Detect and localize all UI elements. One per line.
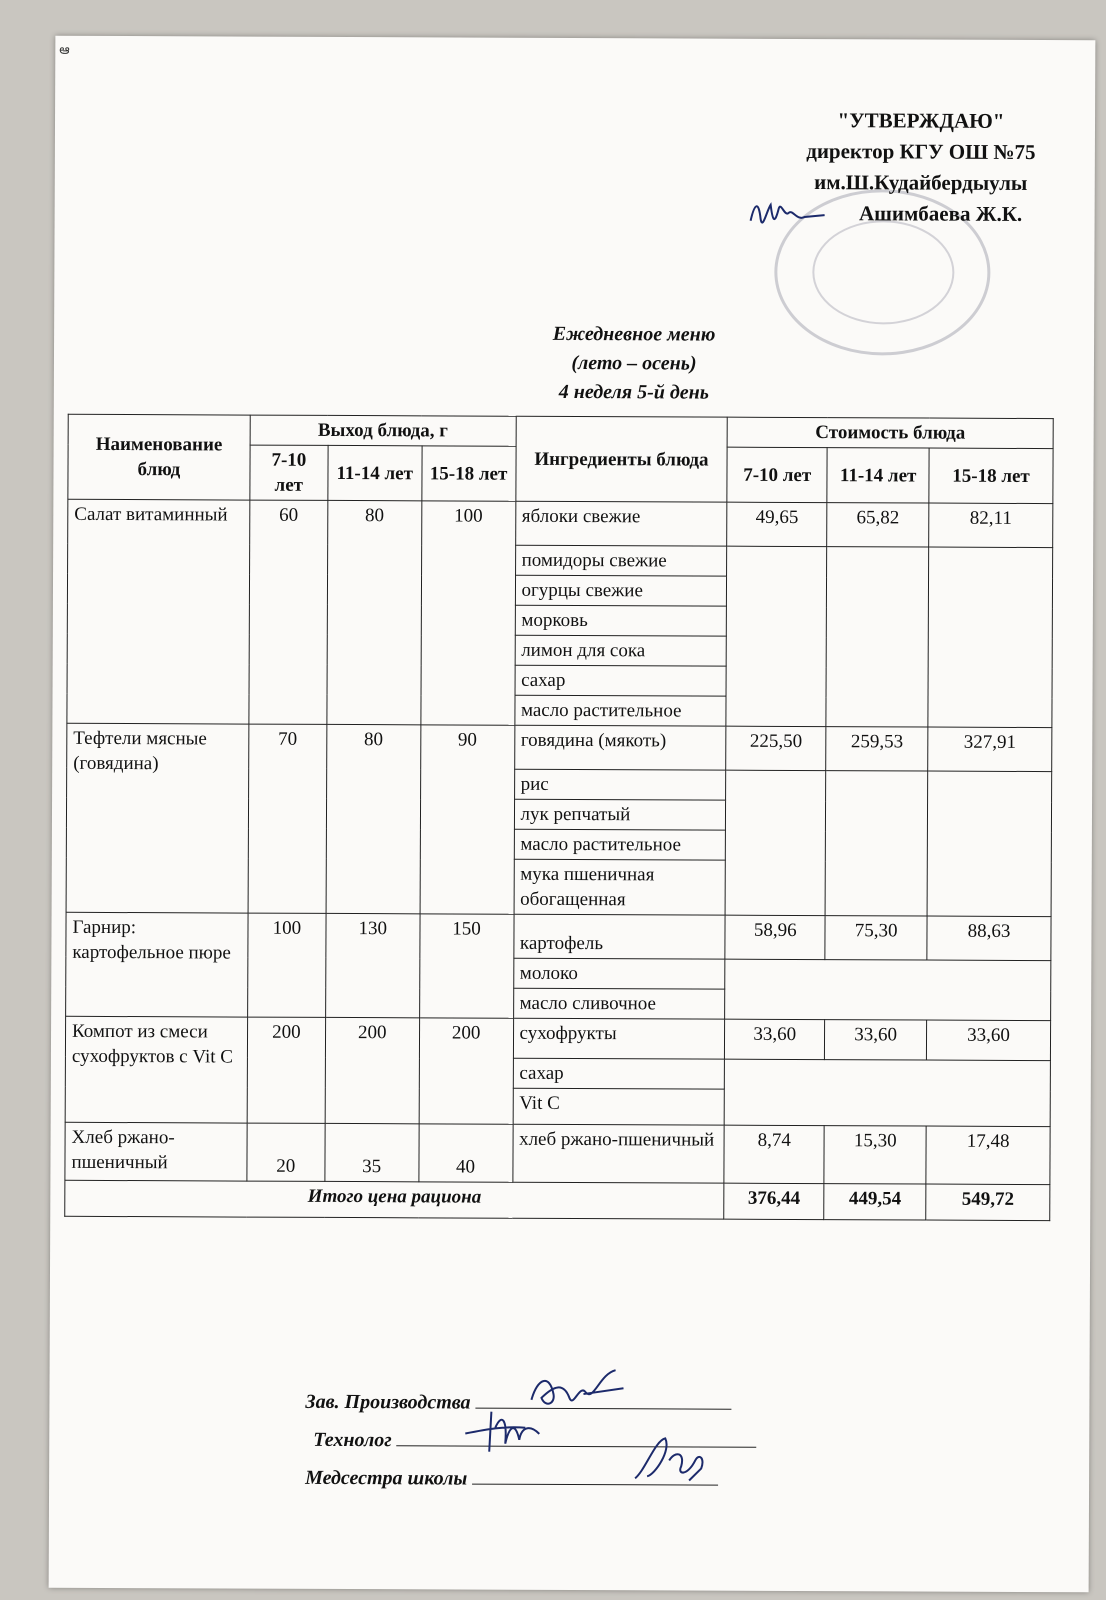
ingredient: хлеб ржано-пшеничный [512, 1124, 724, 1183]
ingredient: масло растительное [514, 829, 726, 860]
header-dish-name: Наименование блюд [68, 414, 250, 500]
ingredient: сахар [515, 665, 727, 696]
document-sheet [49, 36, 1096, 1593]
ingredient: картофель [513, 914, 725, 959]
title-line-2: (лето – осень) [571, 351, 697, 375]
director-signature [745, 191, 835, 241]
cost-value: 8,74 [724, 1125, 824, 1183]
header-yield-age-15-18: 15-18 лет [422, 446, 516, 501]
table-row [65, 1016, 1050, 1060]
cost-value: 88,63 [927, 916, 1051, 961]
yield-value: 200 [247, 1017, 325, 1123]
header-cost-age-15-18: 15-18 лет [929, 448, 1053, 504]
cost-value: 75,30 [825, 916, 927, 960]
signatures-block [305, 1383, 757, 1499]
table-row [68, 499, 1053, 547]
empty-cell [928, 547, 1053, 728]
table-row [65, 1122, 1050, 1184]
empty-cell [825, 771, 928, 916]
paperclip-mark: ఆ [59, 41, 70, 57]
dish-name: Компот из смеси сухофруктов с Vit C [65, 1016, 247, 1123]
ingredient: лимон для сока [515, 635, 727, 666]
header-ingredients: Ингредиенты блюда [515, 416, 727, 502]
table-row [67, 723, 1052, 771]
yield-value: 90 [420, 725, 515, 914]
approval-school-name: им.Ш.Кудайбердыулы [814, 170, 1028, 195]
technologist-label: Технолог [313, 1428, 392, 1452]
technologist-signature [455, 1403, 565, 1455]
table-row [66, 912, 1051, 960]
header-yield-age-11-14: 11-14 лет [328, 445, 422, 500]
yield-value: 200 [325, 1017, 419, 1123]
ingredient: Vit C [513, 1088, 725, 1125]
dish-name: Тефтели мясные (говядина) [66, 723, 249, 913]
yield-value: 20 [247, 1123, 325, 1181]
title-line-3: 4 неделя 5-й день [558, 380, 709, 404]
approval-director-name: Ашимбаева Ж.К. [858, 201, 1023, 226]
total-value: 449,54 [824, 1184, 926, 1220]
header-cost-age-11-14: 11-14 лет [827, 448, 929, 503]
title-line-1: Ежедневное меню [552, 322, 716, 346]
total-row [65, 1180, 1050, 1220]
dish-name: Хлеб ржано-пшеничный [65, 1122, 247, 1181]
nurse-label: Медсестра школы [305, 1466, 468, 1490]
yield-value: 80 [326, 724, 421, 913]
approval-position: директор КГУ ОШ №75 [806, 139, 1036, 165]
header-cost-age-7-10: 7-10 лет [727, 447, 827, 502]
dish-name: Салат витаминный [67, 499, 250, 724]
cost-value: 49,65 [727, 502, 827, 546]
cost-value: 225,50 [726, 726, 826, 770]
ingredient: молоко [513, 958, 725, 989]
ingredient: говядина (мякоть) [514, 725, 726, 770]
cost-value: 65,82 [827, 503, 929, 547]
signature-row-nurse [305, 1459, 757, 1499]
yield-value: 35 [325, 1123, 419, 1181]
yield-value: 100 [421, 501, 516, 725]
cost-value: 17,48 [926, 1126, 1050, 1185]
empty-cell [725, 959, 1051, 1020]
empty-cell [724, 1059, 1050, 1126]
empty-cell [826, 547, 929, 727]
empty-cell [725, 770, 826, 915]
cost-value: 33,60 [725, 1019, 825, 1059]
yield-value: 200 [419, 1018, 513, 1124]
ingredient: лук репчатый [514, 799, 726, 830]
ingredient: сахар [513, 1058, 725, 1089]
cost-value: 327,91 [928, 727, 1052, 772]
header-yield: Выход блюда, г [250, 415, 516, 446]
header-cost: Стоимость блюда [727, 417, 1053, 448]
yield-value: 40 [419, 1124, 513, 1182]
cost-value: 58,96 [725, 915, 825, 959]
total-value: 549,72 [926, 1184, 1050, 1221]
cost-value: 33,60 [825, 1020, 927, 1060]
ingredient: яблоки свежие [515, 501, 727, 546]
ingredient: сухофрукты [513, 1018, 725, 1059]
yield-value: 130 [325, 913, 419, 1017]
menu-table [64, 414, 1053, 1221]
ingredient: помидоры свежие [515, 545, 727, 576]
empty-cell [927, 771, 1052, 917]
production-label: Зав. Производства [305, 1390, 471, 1414]
menu-title [284, 319, 984, 409]
cost-value: 82,11 [929, 503, 1053, 548]
cost-value: 33,60 [927, 1020, 1051, 1061]
yield-value: 70 [248, 724, 327, 913]
ingredient: масло растительное [514, 695, 726, 726]
yield-value: 150 [419, 914, 513, 1018]
dish-name: Гарнир: картофельное пюре [66, 912, 248, 1017]
nurse-signature [625, 1430, 725, 1486]
ingredient: масло сливочное [513, 988, 725, 1019]
header-yield-age-7-10: 7-10 лет [250, 445, 328, 500]
ingredient: мука пшеничная обогащенная [514, 859, 726, 915]
header-row-1 [68, 414, 1053, 448]
yield-value: 80 [327, 500, 422, 724]
cost-value: 259,53 [826, 727, 928, 771]
yield-value: 60 [249, 500, 328, 724]
ingredient: огурцы свежие [515, 575, 727, 606]
cost-value: 15,30 [824, 1126, 926, 1184]
total-label: Итого цена рациона [65, 1180, 724, 1219]
yield-value: 100 [248, 913, 326, 1017]
empty-cell [726, 546, 827, 726]
total-value: 376,44 [724, 1183, 824, 1219]
ingredient: морковь [515, 605, 727, 636]
approval-heading: "УТВЕРЖДАЮ" [837, 108, 1005, 133]
ingredient: рис [514, 769, 726, 800]
